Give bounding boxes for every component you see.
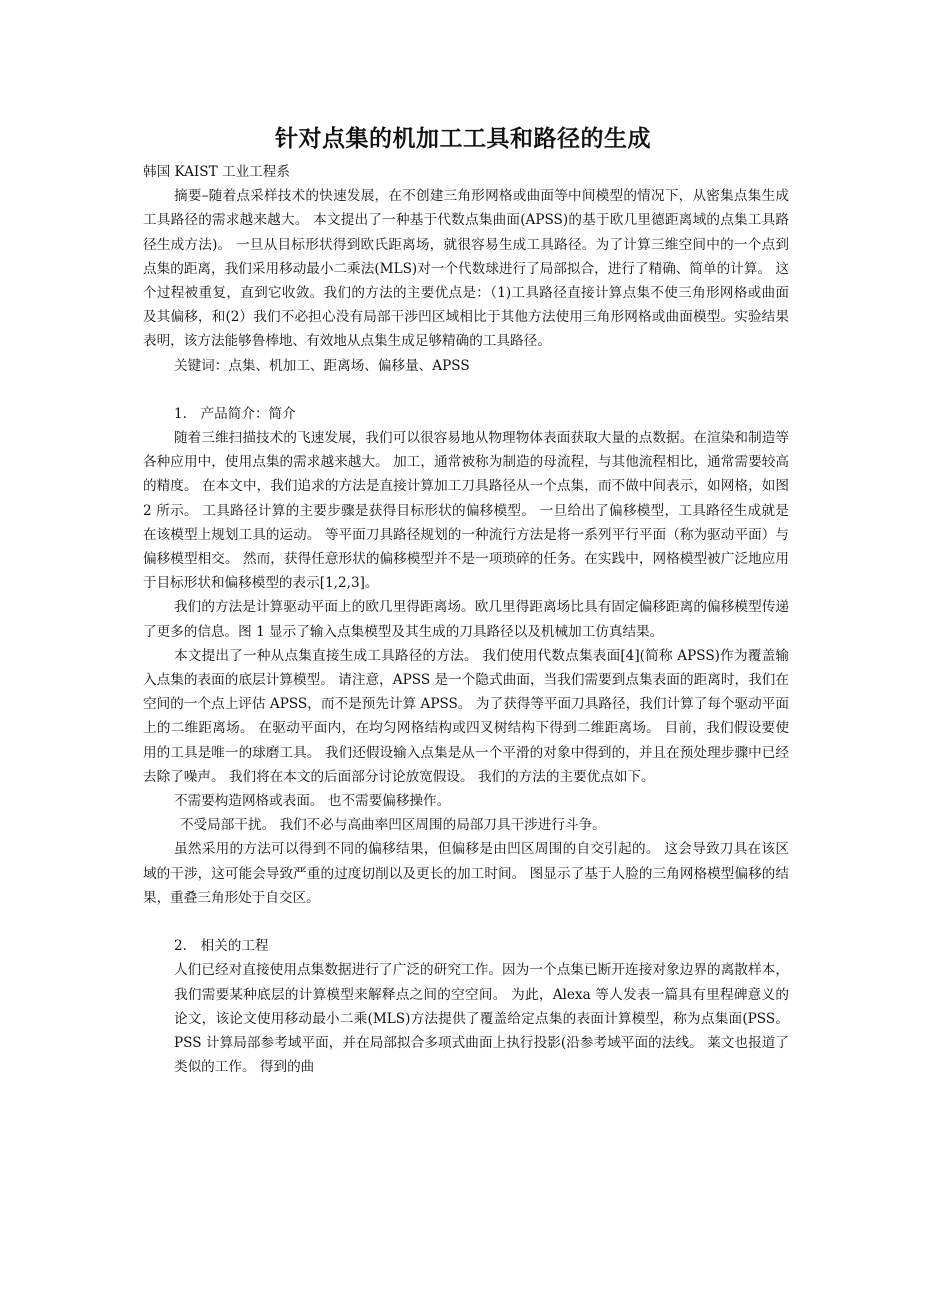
spacer [143, 378, 789, 402]
keywords: 关键词：点集、机加工、距离场、偏移量、APSS [174, 357, 470, 374]
abstract: 摘要–随着点采样技术的快速发展，在不创建三角形网格或曲面等中间模型的情况下，从密集点集生成工具路径的需求越来越大。 本文提出了一种基于代数点集曲面(APSS)的基于欧几里德距离域的点集工具路径生成方法)。 一旦从目标形状得到欧氏距离场，就很容易生成工具路径。为了计算三维空间中的一个点到点集的距离，我们采用移动最小二乘法(MLS)对一个代数球进行了局部拟合，进行了精确、简单的计算。 这个过程被重复，直到它收敛。我们的方法的主要优点是：（1)工具路径直接计算点集不使三角形网格或曲面及其偏移，和(2）我们不必担心没有局部干涉凹区域相比于其他方法使用三角形网格或曲面模型。实验结果表明，该方法能够鲁棒地、有效地从点集生成足够精确的工具路径。 [143, 188, 789, 350]
section-2-heading: 2. 相关的工程 [174, 938, 269, 955]
section-1-paragraph: 随着三维扫描技术的飞速发展，我们可以很容易地从物理物体表面获取大量的点数据。在渲染和制造等各种应用中，使用点集的需求越来越大。 加工，通常被称为制造的母流程，与其他流程相比，通常需要较高的精度。 在本文中，我们追求的方法是直接计算加工刀具路径从一个点集，而不做中间表示，如网格，如图 2 所示。 工具路径计算的主要步骤是获得目标形状的偏移模型。 一旦给出了偏移模型，工具路径生成就是在该模型上规划工具的运动。 等平面刀具路径规划的一种流行方法是将一系列平行平面（称为驱动平面）与偏移模型相交。 然而，获得任意形状的偏移模型并不是一项琐碎的任务。在实践中，网格模型被广泛地应用于目标形状和偏移模型的表示[1,2,3]。 [143, 430, 789, 592]
section-2-paragraph: 人们已经对直接使用点集数据进行了广泛的研究工作。因为一个点集已断开连接对象边界的离散样本，我们需要某种底层的计算模型来解释点之间的空空间。 为此，Alexa 等人发表一篇具有里程碑意义的论文，该论文使用移动最小二乘(MLS)方法提供了覆盖给定点集的表面计算模型，称为点集面(PSS。 PSS 计算局部参考域平面，并在局部拟合多项式曲面上执行投影(沿参考域平面的法线。 莱文也报道了类似的工作。 得到的曲 [174, 962, 789, 1076]
section-1-heading: 1. 产品简介：简介 [174, 405, 296, 422]
section-1-paragraph: 本文提出了一种从点集直接生成工具路径的方法。 我们使用代数点集表面[4](简称 APSS)作为覆盖输入点集的表面的底层计算模型。 请注意，APSS 是一个隐式曲面，当我们需要到点集表面的距离时，我们在空间的一个点上评估 APSS，而不是预先计算 APSS。 为了获得等平面刀具路径，我们计算了每个驱动平面上的二维距离场。 在驱动平面内，在均匀网格结构或四叉树结构下得到二维距离场。 目前，我们假设要使用的工具是唯一的球磨工具。 我们还假设输入点集是从一个平滑的对象中得到的，并且在预处理步骤中已经去除了噪声。 我们将在本文的后面部分讨论放宽假设。 我们的方法的主要优点如下。 [143, 647, 789, 785]
spacer [143, 910, 789, 934]
section-1-paragraph: 我们的方法是计算驱动平面上的欧几里得距离场。欧几里得距离场比具有固定偏移距离的偏移模型传递了更多的信息。图 1 显示了输入点集模型及其生成的刀具路径以及机械加工仿真结果。 [143, 599, 789, 640]
paper-title: 针对点集的机加工工具和路径的生成 [275, 126, 651, 152]
advantage-item: 不受局部干扰。 我们不必与高曲率凹区周围的局部刀具干涉进行斗争。 [180, 817, 606, 834]
affiliation: 韩国 KAIST 工业工程系 [143, 164, 290, 180]
advantage-item: 不需要构造网格或表面。 也不需要偏移操作。 [174, 793, 451, 810]
paper-body [143, 160, 789, 1079]
section-1-paragraph: 虽然采用的方法可以得到不同的偏移结果，但偏移是由凹区周围的自交引起的。 这会导致刀具在该区域的干涉，这可能会导致严重的过度切削以及更长的加工时间。 图显示了基于人脸的三角网格模型偏移的结果，重叠三角形处于自交区。 [143, 841, 789, 906]
